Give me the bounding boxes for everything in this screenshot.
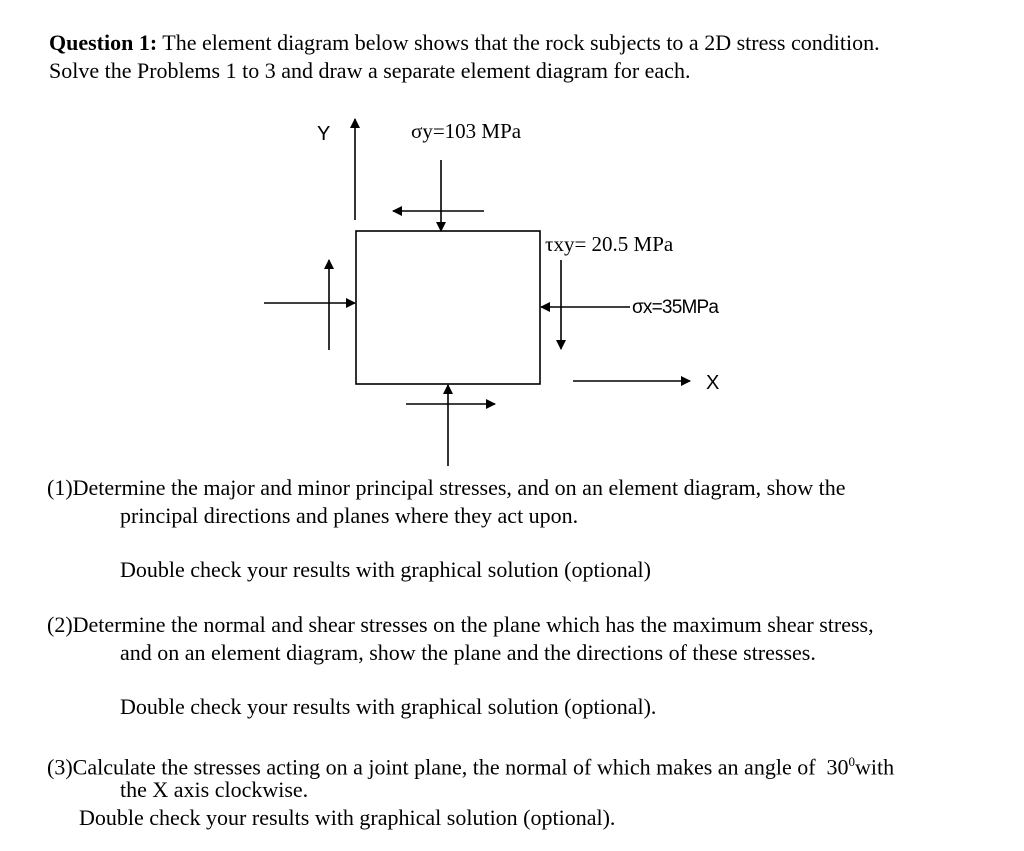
problem-3-text-b: with [855, 754, 895, 780]
problem-2-check: Double check your results with graphical solution (optional). [120, 694, 657, 719]
problem-3-text-a: (3)Calculate the stresses acting on a joint plane, the normal of which makes an angle of [47, 754, 816, 780]
sigma-y-label: σy=103 MPa [411, 119, 522, 143]
problem-3-check: Double check your results with graphical solution (optional). [79, 805, 616, 830]
problem-3-line-2: the X axis clockwise. [120, 777, 309, 802]
problem-2-line-2: and on an element diagram, show the plane and the directions of these stresses. [120, 640, 816, 665]
question-label: Question 1: [49, 30, 158, 55]
problem-2-line-1: (2)Determine the normal and shear stresses on the plane which has the maximum shear stress, [47, 612, 874, 637]
tau-xy-label: τxy= 20.5 MPa [545, 232, 674, 256]
question-text-1: The element diagram below shows that the rock subjects to a 2D stress condition. [162, 30, 880, 55]
sigma-x-label: σx=35MPa [632, 297, 719, 318]
stress-element-square [356, 231, 540, 384]
question-text-2: Solve the Problems 1 to 3 and draw a separate element diagram for each. [49, 58, 691, 83]
problem-1-check: Double check your results with graphical solution (optional) [120, 557, 651, 582]
problem-1-line-2: principal directions and planes where they act upon. [120, 503, 579, 528]
y-axis-label: Y [317, 123, 331, 145]
degree-superscript: 0 [848, 754, 856, 769]
x-axis-label: X [706, 372, 720, 394]
problem-1-line-1: (1)Determine the major and minor principal stresses, and on an element diagram, show the [47, 475, 846, 500]
problem-3-angle: 30 [826, 754, 849, 780]
